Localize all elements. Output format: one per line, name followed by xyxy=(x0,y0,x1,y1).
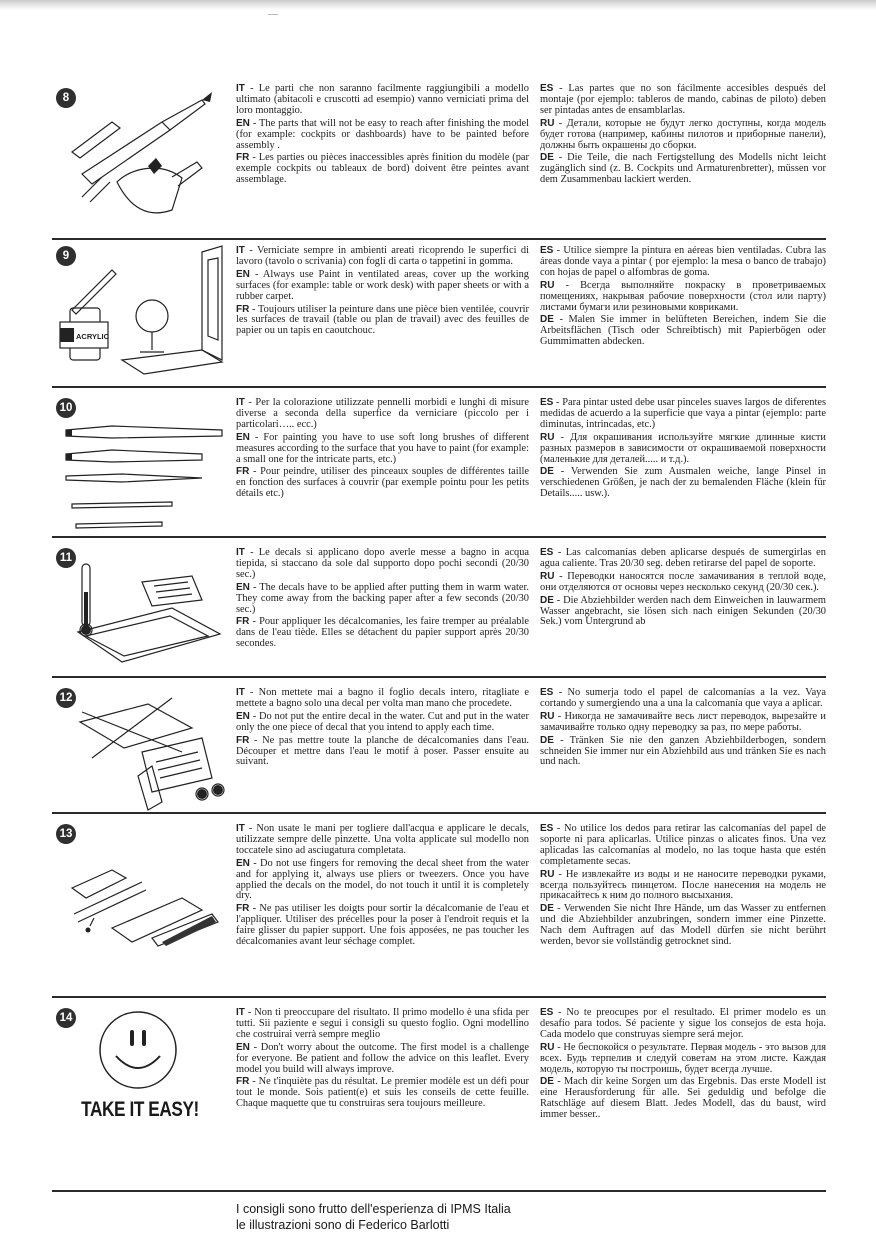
decal-soaking-illustration xyxy=(52,542,232,680)
text-it: Non usate le mani per togliere dall'acqua e applicare le decals, utilizzate sempre delle pinzette. Una volta applicate sul modello non toccatele sino ad asciugatura completata. xyxy=(236,823,530,856)
step-number-badge: 8 xyxy=(56,88,76,108)
text-fr: Pour peindre, utiliser des pinceaux souples de différentes taille en fonction des surfaces à couvrir (par exemple pointu pour les petits détails etc.) xyxy=(236,466,529,500)
lang-label-fr: FR xyxy=(236,303,250,315)
step-10-section xyxy=(52,392,826,540)
painting-parts-illustration xyxy=(52,82,232,242)
text-de: Malen Sie immer in belüfteten Bereichen, indem Sie die Arbeitsflächen (Tisch oder Schreibtisch) mit Papierbögen oder Gummimatten abdecken. xyxy=(540,314,826,348)
text-de: Verwenden Sie zum Ausmalen weiche, lange Pinsel in verschiedenen Größen, je nach der zu bemalenden Fläche (klein für Details..... usw.). xyxy=(540,466,826,500)
left-text-column: IT - Le parti che non saranno facilmente raggiungibili a modello ultimato (abitacoli e cruscotti ad esempio) vanno verniciati prima del loro montaggio. EN - The parts that will not be easy to reach after finishing the model (for example: cockpits or dashboards) have to be painted before assembly . FR - Les parties ou pièces inaccessibles après finition du modèle (par exemple cockpits ou tableaux de bord) doivent être peintes avant assemblage. xyxy=(236,83,530,186)
text-es: No te preocupes por el resultado. El primer modelo es un desafío para todos. Sé paciente y sigue los consejos de esta hoja. Cada modelo que construyas siempre será mejor. xyxy=(540,1007,826,1040)
lang-label-fr: FR xyxy=(236,1076,250,1088)
text-en: The decals have to be applied after putting them in warm water. They come away from the backing paper after a few seconds (20/30 sec.) xyxy=(236,581,529,615)
text-en: Always use Paint in ventilated areas, cover up the working surfaces (for example: table or work desk) with paper sheets or with a rubber carpet. xyxy=(236,268,529,302)
lang-label-en: EN xyxy=(236,581,250,593)
smiley-face-icon xyxy=(52,1002,232,1102)
text-fr: Pour appliquer les décalcomanies, les faire tremper au préalable dans de l'eau tiède. Elles se détachent du papier support après 20/30 secondes. xyxy=(236,616,529,650)
text-en: Don't worry about the outcome. The first model is a challenge for everyone. Be patient and follow the advice on this leaflet. Every model you build will always improve. xyxy=(236,1041,530,1075)
text-ru: Не извлекайте из воды и не наносите переводки руками, всегда пользуйтесь пинцетом. После нанесения на модель не прикасайтесь к ним до полного высыхания. xyxy=(540,868,827,902)
lang-label-it: IT xyxy=(236,83,245,94)
lang-label-ru: RU xyxy=(540,570,555,582)
text-de: Tränken Sie nie den ganzen Abziehbilderbogen, sondern schneiden Sie immer nur ein Abziehbild aus und tränken Sie es nach und nach. xyxy=(540,734,827,768)
lang-label-ru: RU xyxy=(540,1041,555,1053)
text-it: Le decals si applicano dopo averle messe a bagno in acqua tiepida, si staccano da sole dal supporto dopo pochi secondi (20/30 sec.) xyxy=(236,547,529,580)
right-text-column: ES - Las calcomanías deben aplicarse después de sumergirlas en agua caliente. Tras 20/30 seg. deben retirarse del papel de soporte. RU - Переводки наносятся после замачивания в теплой воде, они отделяются от основы через несколько секунд (20/30 сек.). DE - Die Abziehbilder werden nach dem Einweichen in lauwarmem Wasser angebracht, sie lösen sich nach einigen Sekunden (20/30 Sek.) vom Untergrund ab xyxy=(540,547,827,628)
acrylic-jar-label: ACRYLIC xyxy=(76,332,110,341)
lang-label-fr: FR xyxy=(236,903,250,915)
section-divider xyxy=(52,386,826,388)
lang-label-ru: RU xyxy=(540,431,555,443)
lang-label-en: EN xyxy=(236,431,250,443)
text-it: Non ti preoccupare del risultato. Il primo modello è una sfida per tutti. Sii paziente e segui i consigli su questo foglio. Ogni modellino che costruirai verrà sempre meglio xyxy=(236,1007,530,1040)
right-text-column: ES - Las partes que no son fácilmente accesibles después del montaje (por ejemplo: tableros de mando, cabinas de piloto) deben ser pintadas antes de ensamblarlas. RU - Детали, которые не будут легко доступны, когда модель будет готова (например, кабины пилотов и приборные панели), должны быть окрашены до сборки. DE - Die Teile, die nach Fertigstellung des Modells nicht leicht zugänglich sind (z. B. Cockpits und Armaturenbretter), müssen vor dem Zusammenbau lackiert werden. xyxy=(540,83,827,186)
credits-line-2: le illustrazioni sono di Federico Barlotti xyxy=(236,1217,450,1232)
lang-label-en: EN xyxy=(236,710,250,722)
text-en: Do not use fingers for removing the decal sheet from the water and for applying it, always use pliers or tweezers. Once you have applied the decals on the model, do not touch it until it is completely dry. xyxy=(236,857,530,902)
lang-label-de: DE xyxy=(540,1076,554,1088)
lang-label-it: IT xyxy=(236,547,245,558)
lang-label-de: DE xyxy=(540,594,554,606)
lang-label-en: EN xyxy=(236,857,250,869)
step-14-section xyxy=(52,1002,826,1192)
lang-label-fr: FR xyxy=(236,616,250,628)
text-fr: Ne pas mettre toute la planche de décalcomanies dans l'eau. Découper et mettre dans l'eau le motif à poser. Passer ensuite au suivant. xyxy=(236,734,529,768)
lang-label-de: DE xyxy=(540,314,554,326)
brushes-illustration xyxy=(52,392,232,540)
credits-line-1: I consigli sono frutto dell'esperienza di IPMS Italia xyxy=(236,1202,511,1216)
text-de: Verwenden Sie nicht Ihre Hände, um das Wasser zu entfernen und die Abziehbilder anzubringen, sondern immer eine Pinzette. Nach dem Auftragen auf das Modell dürfen sie nicht berührt werden, bevor sie vollständig getrocknet sind. xyxy=(540,903,826,948)
text-ru: Не беспокойся о результате. Первая модель - это вызов для всех. Будь терпелив и следуй советам на этом листе. Каждая модель, которую ты построишь, будет всегда лучше. xyxy=(540,1041,826,1075)
scan-mark xyxy=(268,14,278,15)
text-fr: Les parties ou pièces inaccessibles après finition du modèle (par exemple cockpits ou tableaux de bord) doivent être peintes avant assemblage. xyxy=(236,152,530,186)
text-en: For painting you have to use soft long brushes of different measures according to the surface that you have to paint (for example: a small one for the intricate parts, etc.) xyxy=(236,431,530,465)
step-number-badge: 13 xyxy=(56,824,76,844)
text-en: Do not put the entire decal in the water. Cut and put in the water only the one piece of decal that you intend to apply each time. xyxy=(236,710,530,733)
left-text-column: IT - Non ti preoccupare del risultato. Il primo modello è una sfida per tutti. Sii paziente e segui i consigli su questo foglio. Ogni modellino che costruirai verrà sempre meglio EN - Don't worry about the outcome. The first model is a challenge for everyone. Be patient and follow the advice on this leaflet. Every model you build will always improve. FR - Ne t'inquiète pas du résultat. Le premier modèle est un défi pour tout le monde. Sois patient(e) et suis les conseils de cette feuille. Chaque maquette que tu construiras sera toujours meilleure. xyxy=(236,1007,530,1110)
text-fr: Ne pas utiliser les doigts pour sortir la décalcomanie de l'eau et l'appliquer. Utiliser des précelles pour la poser à l'endroit requis et la faire glisser du papier support. Une fois apposées, ne pas toucher les décalcomanies avant leur séchage complet. xyxy=(236,903,530,948)
lang-label-it: IT xyxy=(236,245,245,256)
step-number-badge: 10 xyxy=(56,398,76,418)
lang-label-fr: FR xyxy=(236,152,250,164)
text-ru: Никогда не замачивайте весь лист переводок, вырезайте и замачивайте только одну переводку за раз, по мере работы. xyxy=(540,710,826,733)
lang-label-en: EN xyxy=(236,268,250,280)
lang-label-es: ES xyxy=(540,245,554,256)
text-it: Le parti che non saranno facilmente raggiungibili a modello ultimato (abitacoli e cruscotti ad esempio) vanno verniciati prima del loro montaggio. xyxy=(236,83,529,116)
text-it: Per la colorazione utilizzate pennelli morbidi e lunghi di misure diverse a seconda della superfice da verniciare (piccolo per i particolari….. ecc.) xyxy=(236,397,530,430)
right-text-column: ES - No sumerja todo el papel de calcomanías a la vez. Vaya cortando y sumergiendo una a una la calcomanía que vaya a aplicar. RU - Никогда не замачивайте весь лист переводок, вырезайте и замачивайте только одну переводку за раз, по мере работы. DE - Tränken Sie nie den ganzen Abziehbilderbogen, sondern schneiden Sie immer nur ein Abziehbild aus und tränken Sie es nach und nach. xyxy=(540,687,827,768)
step-11-section xyxy=(52,542,826,680)
text-ru: Детали, которые не будут легко доступны, когда модель будет готова (например, кабины пилотов и приборные панели), должны быть окрашены до сборки. xyxy=(540,117,826,151)
section-divider xyxy=(52,676,826,678)
step-number-badge: 11 xyxy=(56,548,76,568)
credits-footer xyxy=(236,1202,511,1233)
step-12-section xyxy=(52,682,826,816)
lang-label-it: IT xyxy=(236,397,245,408)
text-en: The parts that will not be easy to reach after finishing the model (for example: cockpits or dashboards) have to be painted before assembly . xyxy=(236,117,529,151)
take-it-easy-label: TAKE IT EASY! xyxy=(81,1098,199,1121)
lang-label-it: IT xyxy=(236,1007,245,1018)
step-13-section xyxy=(52,818,826,1000)
text-fr: Ne t'inquiète pas du résultat. Le premier modèle est un défi pour tout le monde. Sois patient(e) et suis les conseils de cette feuille. Chaque maquette que tu construiras sera toujours meilleure. xyxy=(236,1076,530,1110)
lang-label-ru: RU xyxy=(540,710,555,722)
text-es: No utilice los dedos para retirar las calcomanías del papel de soporte ni para aplicarlas. Utilice pinzas o alicates finos. Una vez aplicadas las calcomanías al modelo, no las toque hasta que estén completamente secas. xyxy=(540,823,827,867)
text-ru: Всегда выполняйте покраску в проветриваемых помещениях, накрывая рабочие поверхности (стол или парту) листами бумаги или резиновыми ковриками. xyxy=(540,279,826,313)
lang-label-en: EN xyxy=(236,117,250,129)
text-ru: Для окрашивания используйте мягкие длинные кисти разных размеров в зависимости от окрашиваемой поверхности (маленькие для деталей..... и т.д.). xyxy=(540,431,826,465)
lang-label-es: ES xyxy=(540,397,554,408)
left-text-column: IT - Verniciate sempre in ambienti areati ricoprendo le superfici di lavoro (tavolo o scrivania) con fogli di carta o tappetini in gomma. EN - Always use Paint in ventilated areas, cover up the working surfaces (for example: table or work desk) with paper sheets or with a rubber carpet. FR - Toujours utiliser la peinture dans une pièce bien ventilée, couvrir les surfaces de travail (table ou plan de travail) avec des feuilles de papier ou un tapis en caoutchouc. xyxy=(236,245,529,337)
tweezers-illustration xyxy=(52,818,232,1000)
lang-label-en: EN xyxy=(236,1041,250,1053)
lang-label-es: ES xyxy=(540,687,554,698)
text-es: Utilice siempre la pintura en aéreas bien ventiladas. Cubra las áreas donde vaya a pintar ( por ejemplo: la mesa o banco de trabajo) con hojas de papel o alfombras de goma. xyxy=(540,245,826,278)
lang-label-de: DE xyxy=(540,152,554,164)
right-text-column: ES - Para pintar usted debe usar pinceles suaves largos de diferentes medidas de acuerdo a la superficie que vaya a pintar (ejemplo: parte diminutas, intrincadas, etc.) RU - Для окрашивания используйте мягкие длинные кисти разных размеров в зависимости от окрашиваемой поверхности (маленькие для деталей..... и т.д.). DE - Verwenden Sie zum Ausmalen weiche, lange Pinsel in verschiedenen Größen, je nach der zu bemalenden Fläche (klein für Details..... usw.). xyxy=(540,397,826,500)
step-number-badge: 14 xyxy=(56,1008,76,1028)
lang-label-es: ES xyxy=(540,823,554,834)
single-decal-illustration xyxy=(52,682,232,816)
lang-label-it: IT xyxy=(236,687,245,698)
text-it: Verniciate sempre in ambienti areati ricoprendo le superfici di lavoro (tavolo o scrivania) con fogli di carta o tappetini in gomma. xyxy=(236,245,529,267)
right-text-column: ES - No utilice los dedos para retirar las calcomanías del papel de soporte ni para aplicarlas. Utilice pinzas o alicates finos. Una vez aplicadas las calcomanías al modelo, no las toque hasta que estén completamente secas. RU - Не извлекайте из воды и не наносите переводки руками, всегда пользуйтесь пинцетом. После нанесения на модель не прикасайтесь к ним до полного высыхания. DE - Verwenden Sie nicht Ihre Hände, um das Wasser zu entfernen und die Abziehbilder anzubringen, sondern immer eine Pinzette. Nach dem Auftragen auf das Modell dürfen sie nicht berührt werden, bevor sie vollständig getrocknet sind. xyxy=(540,823,827,948)
step-number-badge: 9 xyxy=(56,246,76,266)
lang-label-es: ES xyxy=(540,1007,554,1018)
section-divider xyxy=(52,536,826,538)
text-de: Mach dir keine Sorgen um das Ergebnis. Das erste Modell ist eine Herausforderung für alle. Sei geduldig und befolge die Ratschläge auf diesem Blatt. Jedes Modell, das du baust, wird immer besser.. xyxy=(540,1076,826,1121)
lang-label-es: ES xyxy=(540,83,554,94)
lang-label-de: DE xyxy=(540,734,554,746)
ventilated-area-illustration xyxy=(52,240,232,390)
text-fr: Toujours utiliser la peinture dans une pièce bien ventilée, couvrir les surfaces de travail (table ou plan de travail) avec des feuilles de papier ou un tapis en caoutchouc. xyxy=(236,303,529,337)
section-divider xyxy=(52,812,826,814)
lang-label-it: IT xyxy=(236,823,245,834)
lang-label-fr: FR xyxy=(236,466,250,478)
text-es: Las partes que no son fácilmente accesibles después del montaje (por ejemplo: tableros de mando, cabinas de piloto) deben ser pintadas antes de ensamblarlas. xyxy=(540,83,826,116)
lang-label-de: DE xyxy=(540,466,554,478)
text-es: No sumerja todo el papel de calcomanías a la vez. Vaya cortando y sumergiendo una a una la calcomanía que vaya a aplicar. xyxy=(540,687,826,709)
text-it: Non mettete mai a bagno il foglio decals intero, ritagliate e mettete a bagno solo una decal per volta man mano che procedete. xyxy=(236,687,530,709)
scan-top-edge xyxy=(0,0,876,10)
step-9-section xyxy=(52,240,826,390)
left-text-column: IT - Non mettete mai a bagno il foglio decals intero, ritagliate e mettete a bagno solo una decal per volta man mano che procedete. EN - Do not put the entire decal in the water. Cut and put in the water only the one piece of decal that you intend to apply each time. FR - Ne pas mettre toute la planche de décalcomanies dans l'eau. Découper et mettre dans l'eau le motif à poser. Passer ensuite au suivant. xyxy=(236,687,530,768)
step-8-section xyxy=(52,82,826,242)
section-divider xyxy=(52,996,826,998)
text-de: Die Teile, die nach Fertigstellung des Modells nicht leicht zugänglich sind (z. B. Cockpits und Armaturenbretter), müssen vor dem Zusammenbau lackiert werden. xyxy=(540,152,827,186)
text-es: Para pintar usted debe usar pinceles suaves largos de diferentes medidas de acuerdo a la superficie que vaya a pintar (ejemplo: parte diminutas, intrincadas, etc.) xyxy=(540,397,826,430)
text-es: Las calcomanías deben aplicarse después de sumergirlas en agua caliente. Tras 20/30 seg. deben retirarse del papel de soporte. xyxy=(540,547,826,569)
right-text-column: ES - Utilice siempre la pintura en aéreas bien ventiladas. Cubra las áreas donde vaya a pintar ( por ejemplo: la mesa o banco de trabajo) con hojas de papel o alfombras de goma. RU - Всегда выполняйте покраску в проветриваемых помещениях, накрывая рабочие поверхности (стол или парту) листами бумаги или резиновыми ковриками. DE - Malen Sie immer in belüfteten Bereichen, indem Sie die Arbeitsflächen (Tisch oder Schreibtisch) mit Papierbögen oder Gummimatten abdecken. xyxy=(540,245,826,348)
section-divider xyxy=(52,1190,826,1192)
lang-label-ru: RU xyxy=(540,868,555,880)
lang-label-ru: RU xyxy=(540,117,555,129)
left-text-column: IT - Per la colorazione utilizzate pennelli morbidi e lunghi di misure diverse a seconda della superfice da verniciare (piccolo per i particolari….. ecc.) EN - For painting you have to use soft long brushes of different measures according to the surface that you have to paint (for example: a small one for the intricate parts, etc.) FR - Pour peindre, utiliser des pinceaux souples de différentes taille en fonction des surfaces à couvrir (par exemple pointu pour les petits détails etc.) xyxy=(236,397,530,500)
lang-label-ru: RU xyxy=(540,279,555,291)
right-text-column: ES - No te preocupes por el resultado. El primer modelo es un desafío para todos. Sé paciente y sigue los consejos de esta hoja. Cada modelo que construyas siempre será mejor. RU - Не беспокойся о результате. Первая модель - это вызов для всех. Будь терпелив и следуй советам на этом листе. Каждая модель, которую ты построишь, будет всегда лучше. DE - Mach dir keine Sorgen um das Ergebnis. Das erste Modell ist eine Herausforderung für alle. Sei geduldig und befolge die Ratschläge auf diesem Blatt. Jedes Modell, das du baust, wird immer besser.. xyxy=(540,1007,826,1121)
text-de: Die Abziehbilder werden nach dem Einweichen in lauwarmem Wasser angebracht, sie lösen sich nach einigen Sekunden (20/30 Sek.) vom Untergrund ab xyxy=(540,594,826,628)
lang-label-fr: FR xyxy=(236,734,250,746)
step-number-badge: 12 xyxy=(56,688,76,708)
lang-label-de: DE xyxy=(540,903,554,915)
left-text-column: IT - Non usate le mani per togliere dall'acqua e applicare le decals, utilizzate sempre delle pinzette. Una volta applicate sul modello non toccatele sino ad asciugatura completata. EN - Do not use fingers for removing the decal sheet from the water and for applying it, always use pliers or tweezers. Once you have applied the decals on the model, do not touch it until it is completely dry. FR - Ne pas utiliser les doigts pour sortir la décalcomanie de l'eau et l'appliquer. Utiliser des précelles pour la poser à l'endroit requis et la faire glisser du papier support. Une fois apposées, ne pas toucher les décalcomanies avant leur séchage complet. xyxy=(236,823,530,948)
lang-label-es: ES xyxy=(540,547,554,558)
text-ru: Переводки наносятся после замачивания в теплой воде, они отделяются от основы через несколько секунд (20/30 сек.). xyxy=(540,570,827,593)
left-text-column: IT - Le decals si applicano dopo averle messe a bagno in acqua tiepida, si staccano da sole dal supporto dopo pochi secondi (20/30 sec.) EN - The decals have to be applied after putting them in warm water. They come away from the backing paper after a few seconds (20/30 sec.) FR - Pour appliquer les décalcomanies, les faire tremper au préalable dans de l'eau tiède. Elles se détachent du papier support après 20/30 secondes. xyxy=(236,547,529,650)
